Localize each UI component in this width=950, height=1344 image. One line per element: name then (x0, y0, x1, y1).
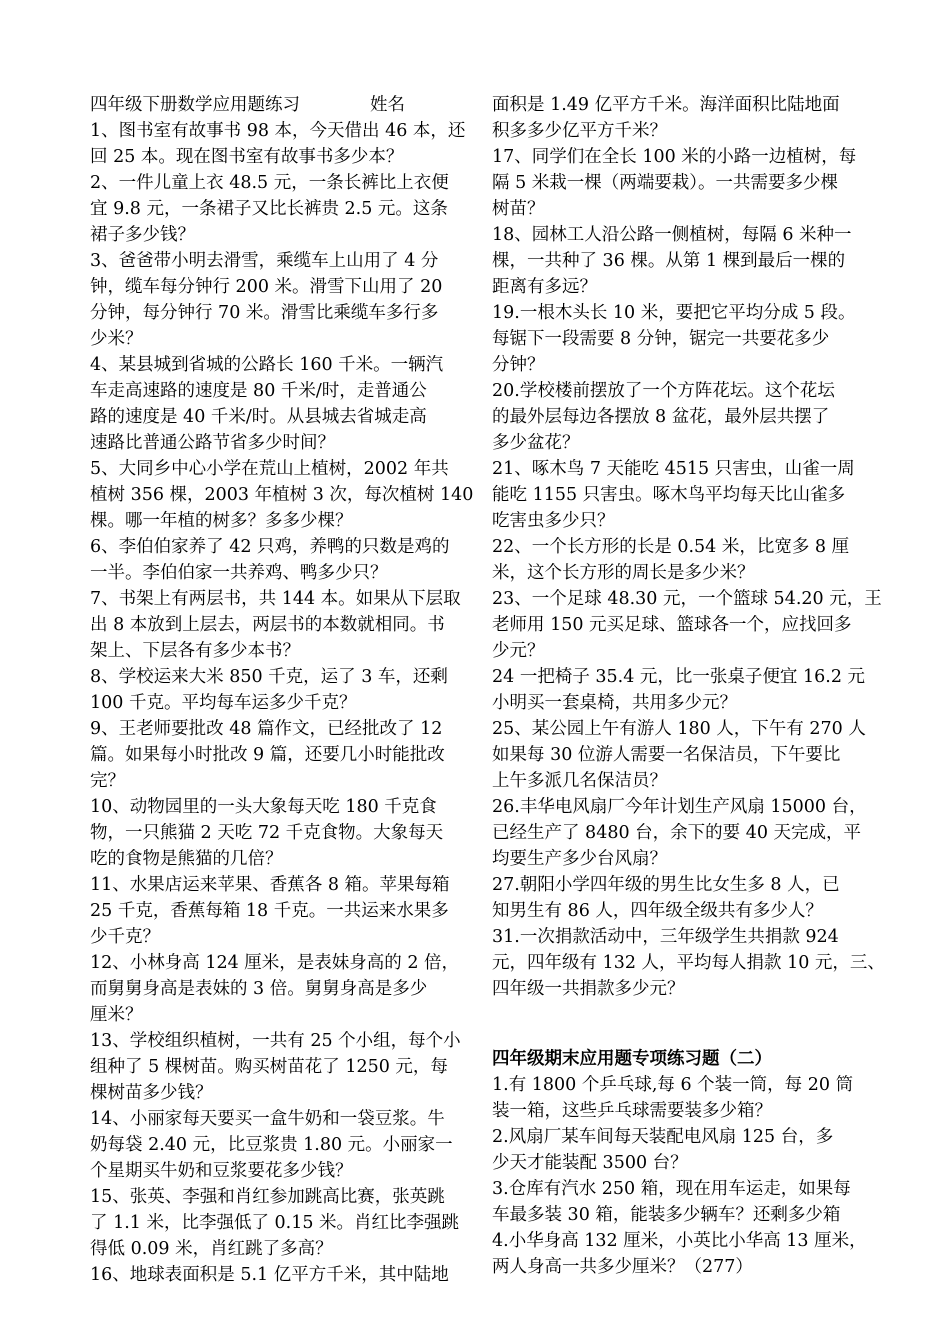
text-line: 17、同学们在全长 100 米的小路一边植树，每 (492, 147, 857, 167)
text-line: 2、一件儿童上衣 48.5 元，一条长裤比上衣便 (90, 173, 449, 193)
text-line: 隔 5 米栽一棵（两端要栽）。一共需要多少棵 (492, 173, 839, 193)
text-line: 少米？ (90, 329, 143, 349)
text-line: 车最多装 30 箱，能装多少辆车？还剩多少箱 (492, 1205, 841, 1225)
text-line: 能吃 1155 只害虫。啄木鸟平均每天比山雀多 (492, 485, 846, 505)
text-line: 完？ (90, 771, 125, 791)
text-line: 棵树苗多少钱？ (90, 1083, 213, 1103)
text-line: 已经生产了 8480 台，余下的要 40 天完成，平 (492, 823, 862, 843)
text-line: 元，四年级有 132 人，平均每人捐款 10 元，三、 (492, 953, 885, 973)
text-line: 8、学校运来大米 850 千克，运了 3 车，还剩 (90, 667, 448, 687)
worksheet-header (90, 92, 465, 118)
text-line: 裙子多少钱？ (90, 225, 195, 245)
text-line: 10、动物园里的一头大象每天吃 180 千克食 (90, 797, 437, 817)
text-line: 7、书架上有两层书，共 144 本。如果从下层取 (90, 589, 461, 609)
text-line: 奶每袋 2.40 元，比豆浆贵 1.80 元。小丽家一 (90, 1135, 453, 1155)
text-line: 15、张英、李强和肖红参加跳高比赛，张英跳 (90, 1187, 445, 1207)
text-line: 13、学校组织植树，一共有 25 个小组，每个小 (90, 1031, 461, 1051)
text-line: 棵，一共种了 36 棵。从第 1 棵到最后一棵的 (492, 251, 846, 271)
text-line: 均要生产多少台风扇？ (492, 849, 667, 869)
section-2-title: 四年级期末应用题专项练习题（二） (492, 1049, 772, 1069)
text-line: 棵。哪一年植的树多？多多少棵？ (90, 511, 353, 531)
text-line: 老师用 150 元买足球、篮球各一个，应找回多 (492, 615, 852, 635)
text-line: 21、啄木鸟 7 天能吃 4515 只害虫，山雀一周 (492, 459, 855, 479)
text-line: 少千克？ (90, 927, 160, 947)
text-line: 18、园林工人沿公路一侧植树，每隔 6 米种一 (492, 225, 852, 245)
text-line: 米，这个长方形的周长是多少米？ (492, 563, 755, 583)
text-line: 组种了 5 棵树苗。购买树苗花了 1250 元，每 (90, 1057, 448, 1077)
text-line: 5、大同乡中心小学在荒山上植树，2002 年共 (90, 459, 449, 479)
text-line: 19.一根木头长 10 米，要把它平均分成 5 段。 (492, 303, 856, 323)
text-line: 宜 9.8 元，一条裙子又比长裤贵 2.5 元。这条 (90, 199, 448, 219)
text-line: 吃的食物是熊猫的几倍？ (90, 849, 283, 869)
text-line: 物，一只熊猫 2 天吃 72 千克食物。大象每天 (90, 823, 444, 843)
text-line: 每锯下一段需要 8 分钟，锯完一共要花多少 (492, 329, 830, 349)
text-line: 树苗？ (492, 199, 545, 219)
text-line: 如果每 30 位游人需要一名保洁员，下午要比 (492, 745, 841, 765)
text-line: 分钟？ (492, 355, 545, 375)
left-column (90, 92, 474, 1288)
text-line: 6、李伯伯家养了 42 只鸡，养鸭的只数是鸡的 (90, 537, 450, 557)
text-line: 厘米？ (90, 1005, 143, 1025)
right-problem-list (492, 92, 885, 1002)
text-line: 14、小丽家每天要买一盒牛奶和一袋豆浆。牛 (90, 1109, 445, 1129)
text-line: 的最外层每边各摆放 8 盆花，最外层共摆了 (492, 407, 830, 427)
text-line: 22、一个长方形的长是 0.54 米，比宽多 8 厘 (492, 537, 850, 557)
text-line: 100 千克。平均每车运多少千克？ (90, 693, 357, 713)
text-line: 装一箱，这些乒乓球需要装多少箱？ (492, 1101, 772, 1121)
text-line: 25 千克，香蕉每箱 18 千克。一共运来水果多 (90, 901, 449, 921)
text-line: 少天才能装配 3500 台？ (492, 1153, 688, 1173)
text-line: 1.有 1800 个乒乓球,每 6 个装一筒，每 20 筒 (492, 1075, 854, 1095)
text-line: 2.风扇厂某车间每天装配电风扇 125 台，多 (492, 1127, 834, 1147)
text-line: 多少盆花？ (492, 433, 580, 453)
text-line: 知男生有 86 人，四年级全级共有多少人？ (492, 901, 823, 921)
text-line: 3.仓库有汽水 250 箱，现在用车运走，如果每 (492, 1179, 851, 1199)
text-line: 4、某县城到省城的公路长 160 千米。一辆汽 (90, 355, 444, 375)
text-line: 个星期买牛奶和豆浆要花多少钱？ (90, 1161, 353, 1181)
text-line: 植树 356 棵，2003 年植树 3 次，每次植树 140 (90, 485, 474, 505)
section-2-problem-list (492, 1072, 870, 1280)
text-line: 钟，缆车每分钟行 200 米。滑雪下山用了 20 (90, 277, 443, 297)
text-line: 12、小林身高 124 厘米，是表妹身高的 2 倍， (90, 953, 460, 973)
text-line: 了 1.1 米，比李强低了 0.15 米。肖红比李强跳 (90, 1213, 460, 1233)
name-label: 姓名 (370, 95, 405, 115)
text-line: 9、王老师要批改 48 篇作文，已经批改了 12 (90, 719, 443, 739)
right-column (492, 92, 885, 1280)
text-line: 小明买一套桌椅，共用多少元？ (492, 693, 737, 713)
text-line: 一半。李伯伯家一共养鸡、鸭多少只？ (90, 563, 388, 583)
text-line: 面积是 1.49 亿平方千米。海洋面积比陆地面 (492, 95, 840, 115)
text-line: 车走高速路的速度是 80 千米/时，走普通公 (90, 381, 427, 401)
text-line: 而舅舅身高是表妹的 3 倍。舅舅身高是多少 (90, 979, 428, 999)
text-line: 11、水果店运来苹果、香蕉各 8 箱。苹果每箱 (90, 875, 450, 895)
text-line: 少元？ (492, 641, 545, 661)
text-line: 25、某公园上午有游人 180 人，下午有 270 人 (492, 719, 866, 739)
left-problem-list (90, 118, 474, 1288)
text-line: 两人身高一共多少厘米？（277） (492, 1257, 753, 1277)
text-line: 24 一把椅子 35.4 元，比一张桌子便宜 16.2 元 (492, 667, 866, 687)
text-line: 出 8 本放到上层去，两层书的本数就相同。书 (90, 615, 445, 635)
text-line: 26.丰华电风扇厂今年计划生产风扇 15000 台， (492, 797, 867, 817)
text-line: 四年级一共捐款多少元？ (492, 979, 685, 999)
text-line: 分钟，每分钟行 70 米。滑雪比乘缆车多行多 (90, 303, 439, 323)
text-line: 23、一个足球 48.30 元，一个篮球 54.20 元，王 (492, 589, 882, 609)
text-line: 得低 0.09 米，肖红跳了多高？ (90, 1239, 333, 1259)
text-line: 1、图书室有故事书 98 本，今天借出 46 本，还 (90, 121, 466, 141)
text-line: 上午多派几名保洁员？ (492, 771, 667, 791)
text-line: 27.朝阳小学四年级的男生比女生多 8 人，已 (492, 875, 840, 895)
text-line: 距离有多远？ (492, 277, 597, 297)
text-line: 积多多少亿平方千米？ (492, 121, 667, 141)
text-line: 路的速度是 40 千米/时。从县城去省城走高 (90, 407, 427, 427)
section-spacer (492, 1002, 870, 1046)
text-line: 3、爸爸带小明去滑雪，乘缆车上山用了 4 分 (90, 251, 439, 271)
text-line: 31.一次捐款活动中，三年级学生共捐款 924 (492, 927, 839, 947)
text-line: 16、地球表面积是 5.1 亿平方千米，其中陆地 (90, 1265, 449, 1285)
worksheet-title: 四年级下册数学应用题练习 (90, 95, 300, 115)
text-line: 回 25 本。现在图书室有故事书多少本？ (90, 147, 404, 167)
text-line: 4.小华身高 132 厘米，小英比小华高 13 厘米， (492, 1231, 867, 1251)
text-line: 20.学校楼前摆放了一个方阵花坛。这个花坛 (492, 381, 835, 401)
text-line: 吃害虫多少只？ (492, 511, 615, 531)
text-line: 速路比普通公路节省多少时间？ (90, 433, 335, 453)
text-line: 架上、下层各有多少本书？ (90, 641, 300, 661)
text-line: 篇。如果每小时批改 9 篇，还要几小时能批改 (90, 745, 445, 765)
